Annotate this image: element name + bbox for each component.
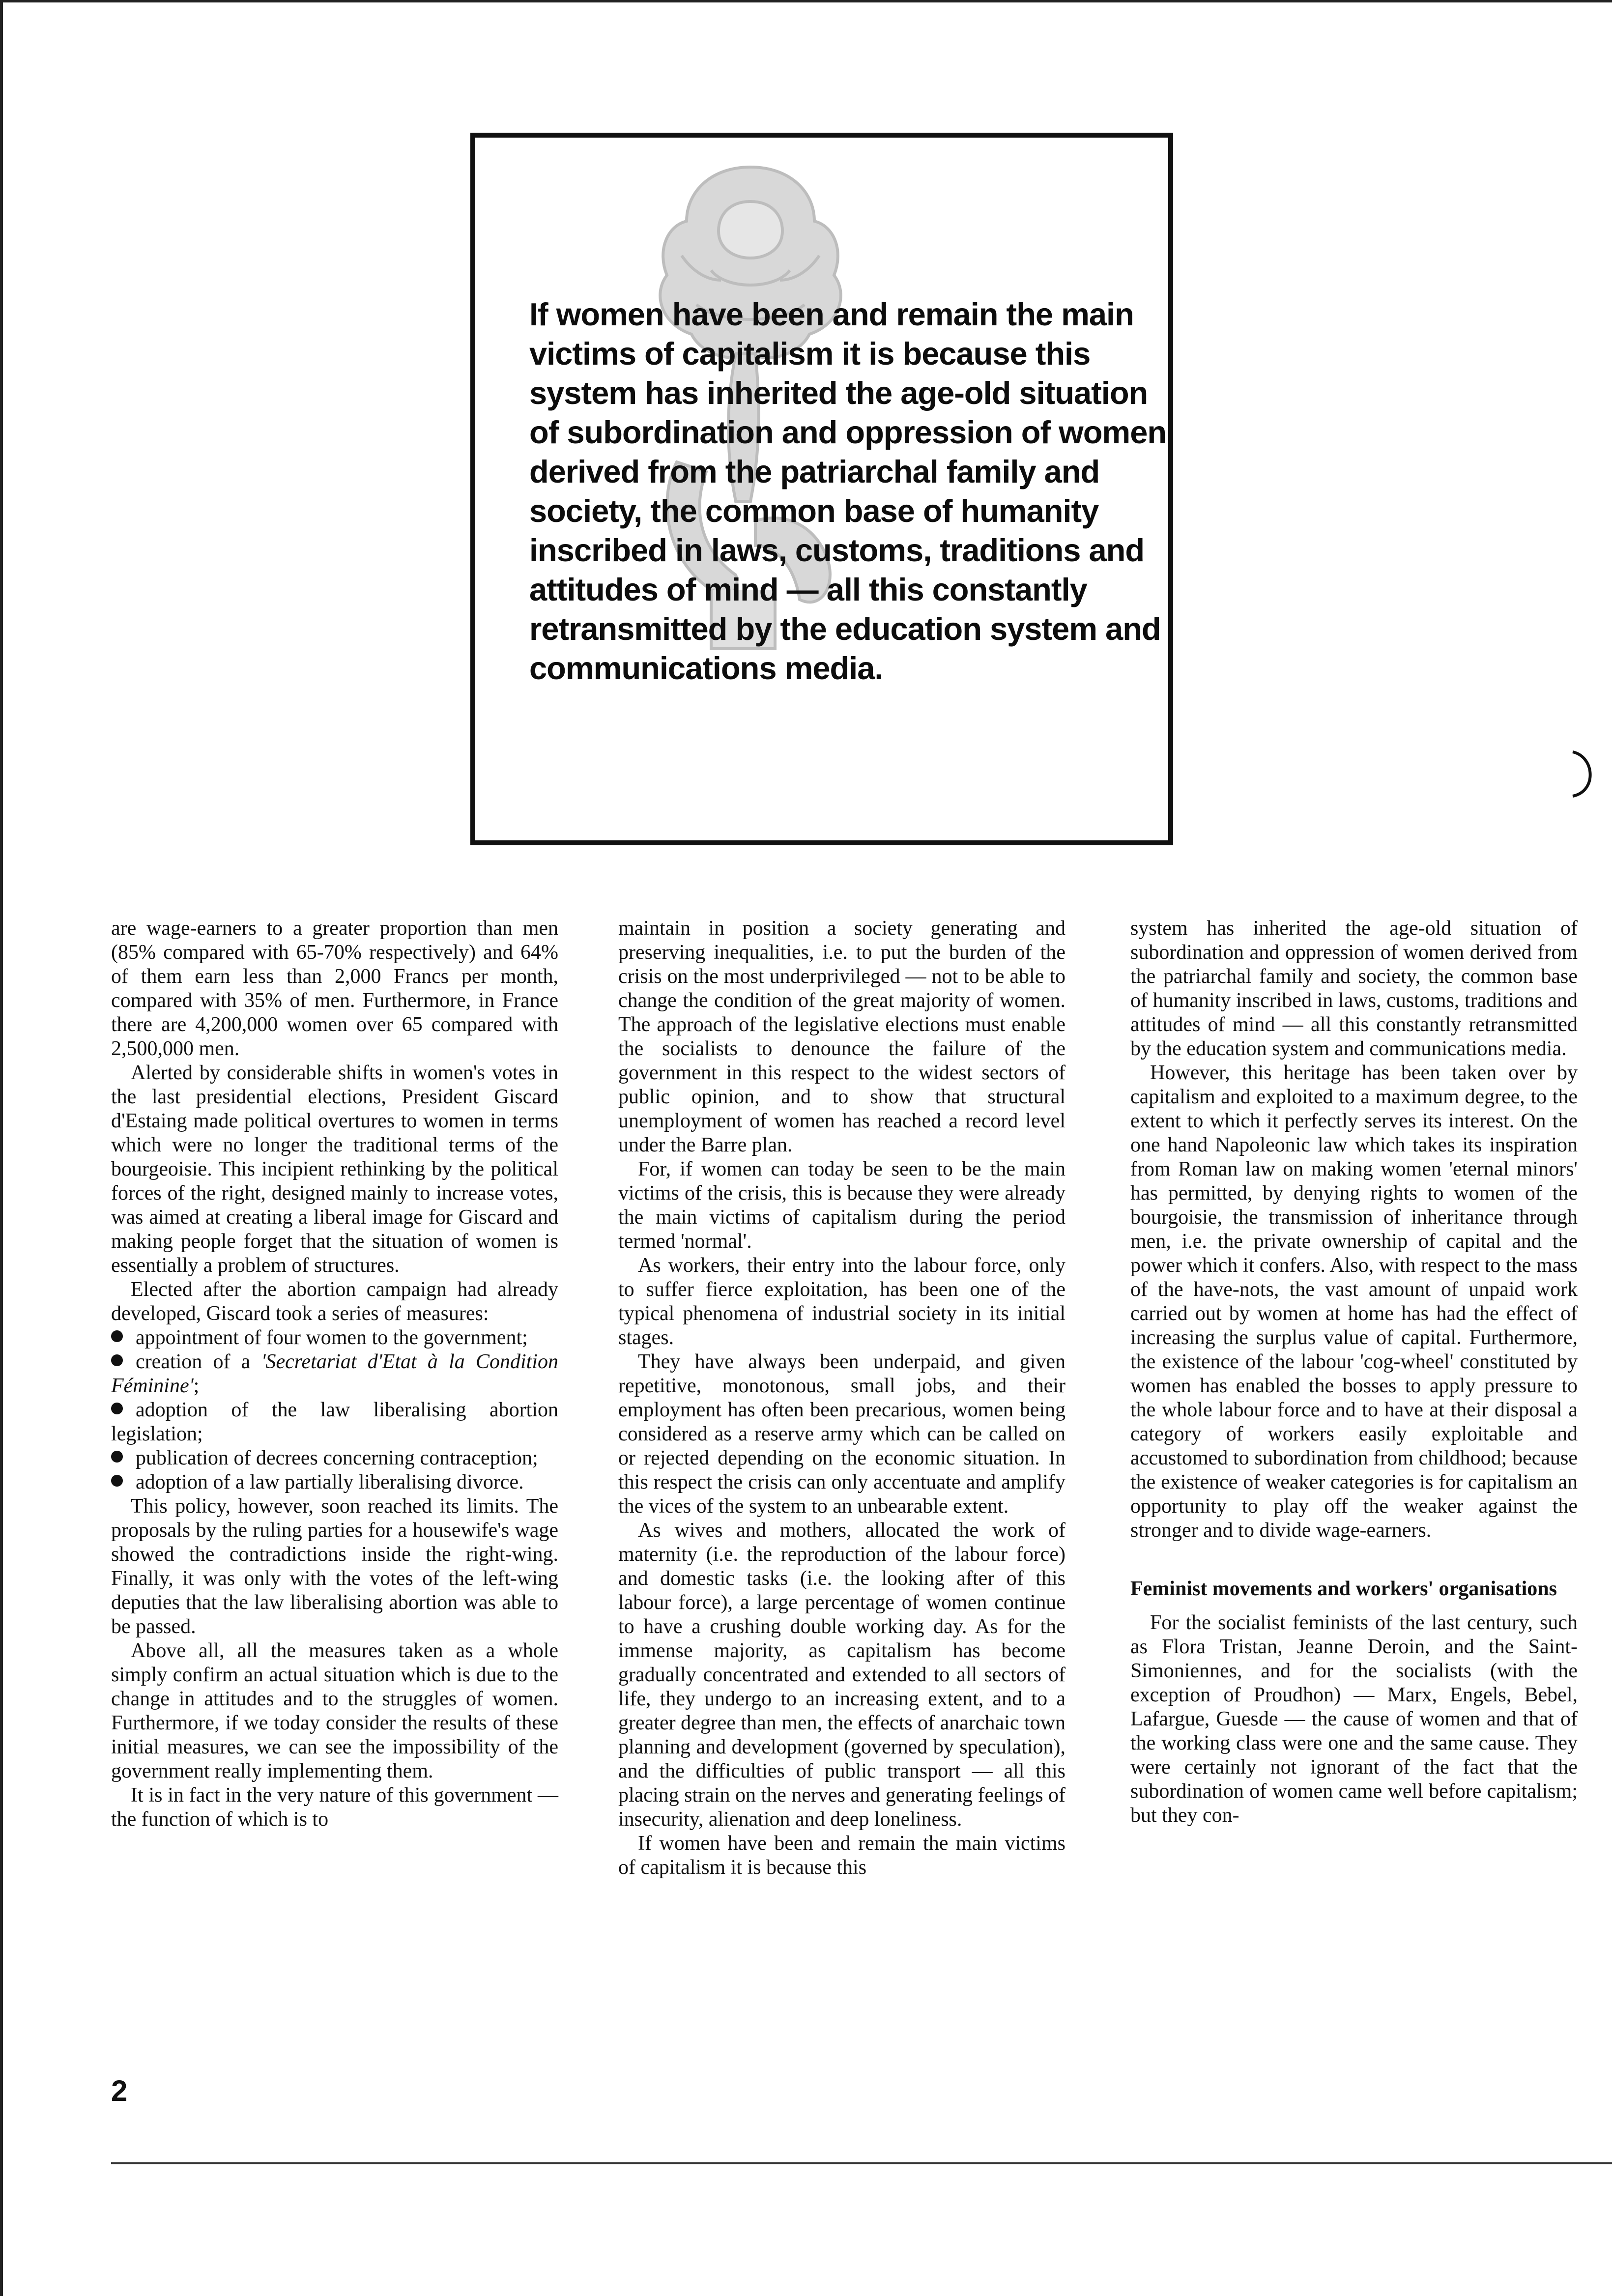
bullet-text-suffix: ; xyxy=(193,1375,200,1397)
bullet-text: adoption of a law partially liberalising divorce. xyxy=(136,1471,524,1493)
section-heading: Feminist movements and workers' organisations xyxy=(1130,1578,1557,1600)
bullet-dot-icon xyxy=(111,1475,123,1487)
bullet-text-italic: 'Secretariat d'Etat à la Condition Féminine' xyxy=(111,1350,558,1397)
bullet-text: adoption of the law liberalising abortion legislation; xyxy=(111,1399,558,1445)
page-number: 2 xyxy=(111,2074,128,2107)
corner-bracket-mark xyxy=(1568,747,1597,801)
article-column-2 xyxy=(618,917,1065,1880)
paragraph: It is in fact in the very nature of this government — the function of which is to xyxy=(111,1784,558,1831)
bullet-item xyxy=(111,1350,558,1398)
paragraph: They have always been underpaid, and given repetitive, monotonous, small jobs, and their employment has often been precarious, women being considered as a reserve army which can be called on or rejected depending on the economic situation. In this respect the crisis can only accentuate and amplify the vices of the system to an unbearable extent. xyxy=(618,1350,1065,1518)
bullet-dot-icon xyxy=(111,1451,123,1463)
article-column-3 xyxy=(1130,917,1578,1828)
bullet-text: creation of a xyxy=(136,1350,261,1373)
bullet-dot-icon xyxy=(111,1354,123,1366)
bullet-item xyxy=(111,1470,558,1494)
bullet-item xyxy=(111,1446,558,1470)
pull-quote-text: If women have been and remain the main victims of capitalism it is because this system has inherited the age-old situation of subordination and oppression of women derived from the patriarchal family and society, the common base of humanity inscribed in laws, customs, traditions and attitudes of mind — all this constantly retransmitted by the education system and communications media. xyxy=(529,296,1167,686)
bullet-text: publication of decrees concerning contraception; xyxy=(136,1447,538,1469)
bullet-dot-icon xyxy=(111,1330,123,1342)
paragraph: are wage-earners to a greater proportion than men (85% compared with 65-70% respectively) and 64% of them earn less than 2,000 Francs per month, compared with 35% of men. Furthermore, in France there are 4,200,000 women over 65 compared with 2,500,000 men. xyxy=(111,917,558,1060)
paragraph: However, this heritage has been taken over by capitalism and exploited to a maximum degree, to the extent to which it perfectly serves its interest. On the one hand Napoleonic law which takes its inspiration from Roman law on making women 'eternal minors' has permitted, by denying rights to women of the bourgoisie, the transmission of inheritance through men, i.e. the private ownership of capital and the power which it confers. Also, with respect to the mass of the have-nots, the vast amount of unpaid work carried out by women at home has had the effect of increasing the surplus value of capital. Furthermore, the existence of the labour 'cog-wheel' constituted by women has enabled the bosses to apply pressure to the whole labour force and to have at their disposal a category of workers easily exploitable and accustomed to subordination from childhood; because the existence of weaker categories is for capitalism an opportunity to play off the weaker against the stronger and to divide wage-earners. xyxy=(1130,1062,1578,1542)
paragraph: For the socialist feminists of the last century, such as Flora Tristan, Jeanne Deroin, and the Saint-Simoniennes, and for the socialists (with the exception of Proudhon) — Marx, Engels, Bebel, Lafargue, Guesde — the cause of women and that of the working class were one and the same cause. They were certainly not ignorant of the fact that the subordination of women came well before capitalism; but they con- xyxy=(1130,1611,1578,1827)
paragraph: As wives and mothers, allocated the work of maternity (i.e. the reproduction of the labour force) and domestic tasks (i.e. the looking after of this labour force), a large percentage of women continue to have a crushing double working day. As for the immense majority, as capitalism has become gradually concentrated and extended to all sectors of life, they undergo to an increasing extent, and to a greater degree than men, the effects of anarchaic town planning and development (governed by speculation), and the difficulties of public transport — all this placing strain on the nerves and generating feelings of insecurity, alienation and deep loneliness. xyxy=(618,1519,1065,1831)
paragraph: system has inherited the age-old situation of subordination and oppression of women derived from the patriarchal family and society, the common base of humanity inscribed in laws, customs, traditions and attitudes of mind — all this constantly retransmitted by the education system and communications media. xyxy=(1130,917,1578,1060)
bottom-rule xyxy=(111,2162,1612,2164)
bullet-item xyxy=(111,1398,558,1446)
paragraph: This policy, however, soon reached its limits. The proposals by the ruling parties for a housewife's wage showed the contradictions inside the right-wing. Finally, it was only with the votes of the left-wing deputies that the law liberalising abortion was able to be passed. xyxy=(111,1495,558,1638)
page-border-left xyxy=(0,0,3,2296)
article-column-1 xyxy=(111,917,558,1832)
paragraph: For, if women can today be seen to be the main victims of the crisis, this is because they were already the main victims of capitalism during the period termed 'normal'. xyxy=(618,1158,1065,1253)
bullet-dot-icon xyxy=(111,1403,123,1414)
paragraph: Above all, all the measures taken as a whole simply confirm an actual situation which is due to the change in attitudes and to the struggles of women. Furthermore, if we today consider the results of these initial measures, we can see the impossibility of the government really implementing them. xyxy=(111,1639,558,1782)
paragraph: Elected after the abortion campaign had already developed, Giscard took a series of measures: xyxy=(111,1278,558,1325)
page-border-top xyxy=(0,0,1612,2)
pull-quote-box xyxy=(470,133,1173,845)
paragraph: As workers, their entry into the labour force, only to suffer fierce exploitation, has been one of the typical phenomena of industrial society in its initial stages. xyxy=(618,1254,1065,1349)
paragraph: maintain in position a society generating and preserving inequalities, i.e. to put the burden of the crisis on the most underprivileged — not to be able to change the condition of the great majority of women. The approach of the legislative elections must enable the socialists to denounce the failure of the government in this respect to the widest sectors of public opinion, and to show that structural unemployment of women has reached a record level under the Barre plan. xyxy=(618,917,1065,1156)
bullet-item xyxy=(111,1326,558,1350)
paragraph: If women have been and remain the main victims of capitalism it is because this xyxy=(618,1832,1065,1879)
bullet-text: appointment of four women to the government; xyxy=(136,1326,528,1349)
paragraph: Alerted by considerable shifts in women's votes in the last presidential elections, President Giscard d'Estaing made political overtures to women in terms which were no longer the traditional terms of the bourgeoisie. This incipient rethinking by the political forces of the right, designed mainly to increase votes, was aimed at creating a liberal image for Giscard and making people forget that the situation of women is essentially a problem of structures. xyxy=(111,1062,558,1277)
